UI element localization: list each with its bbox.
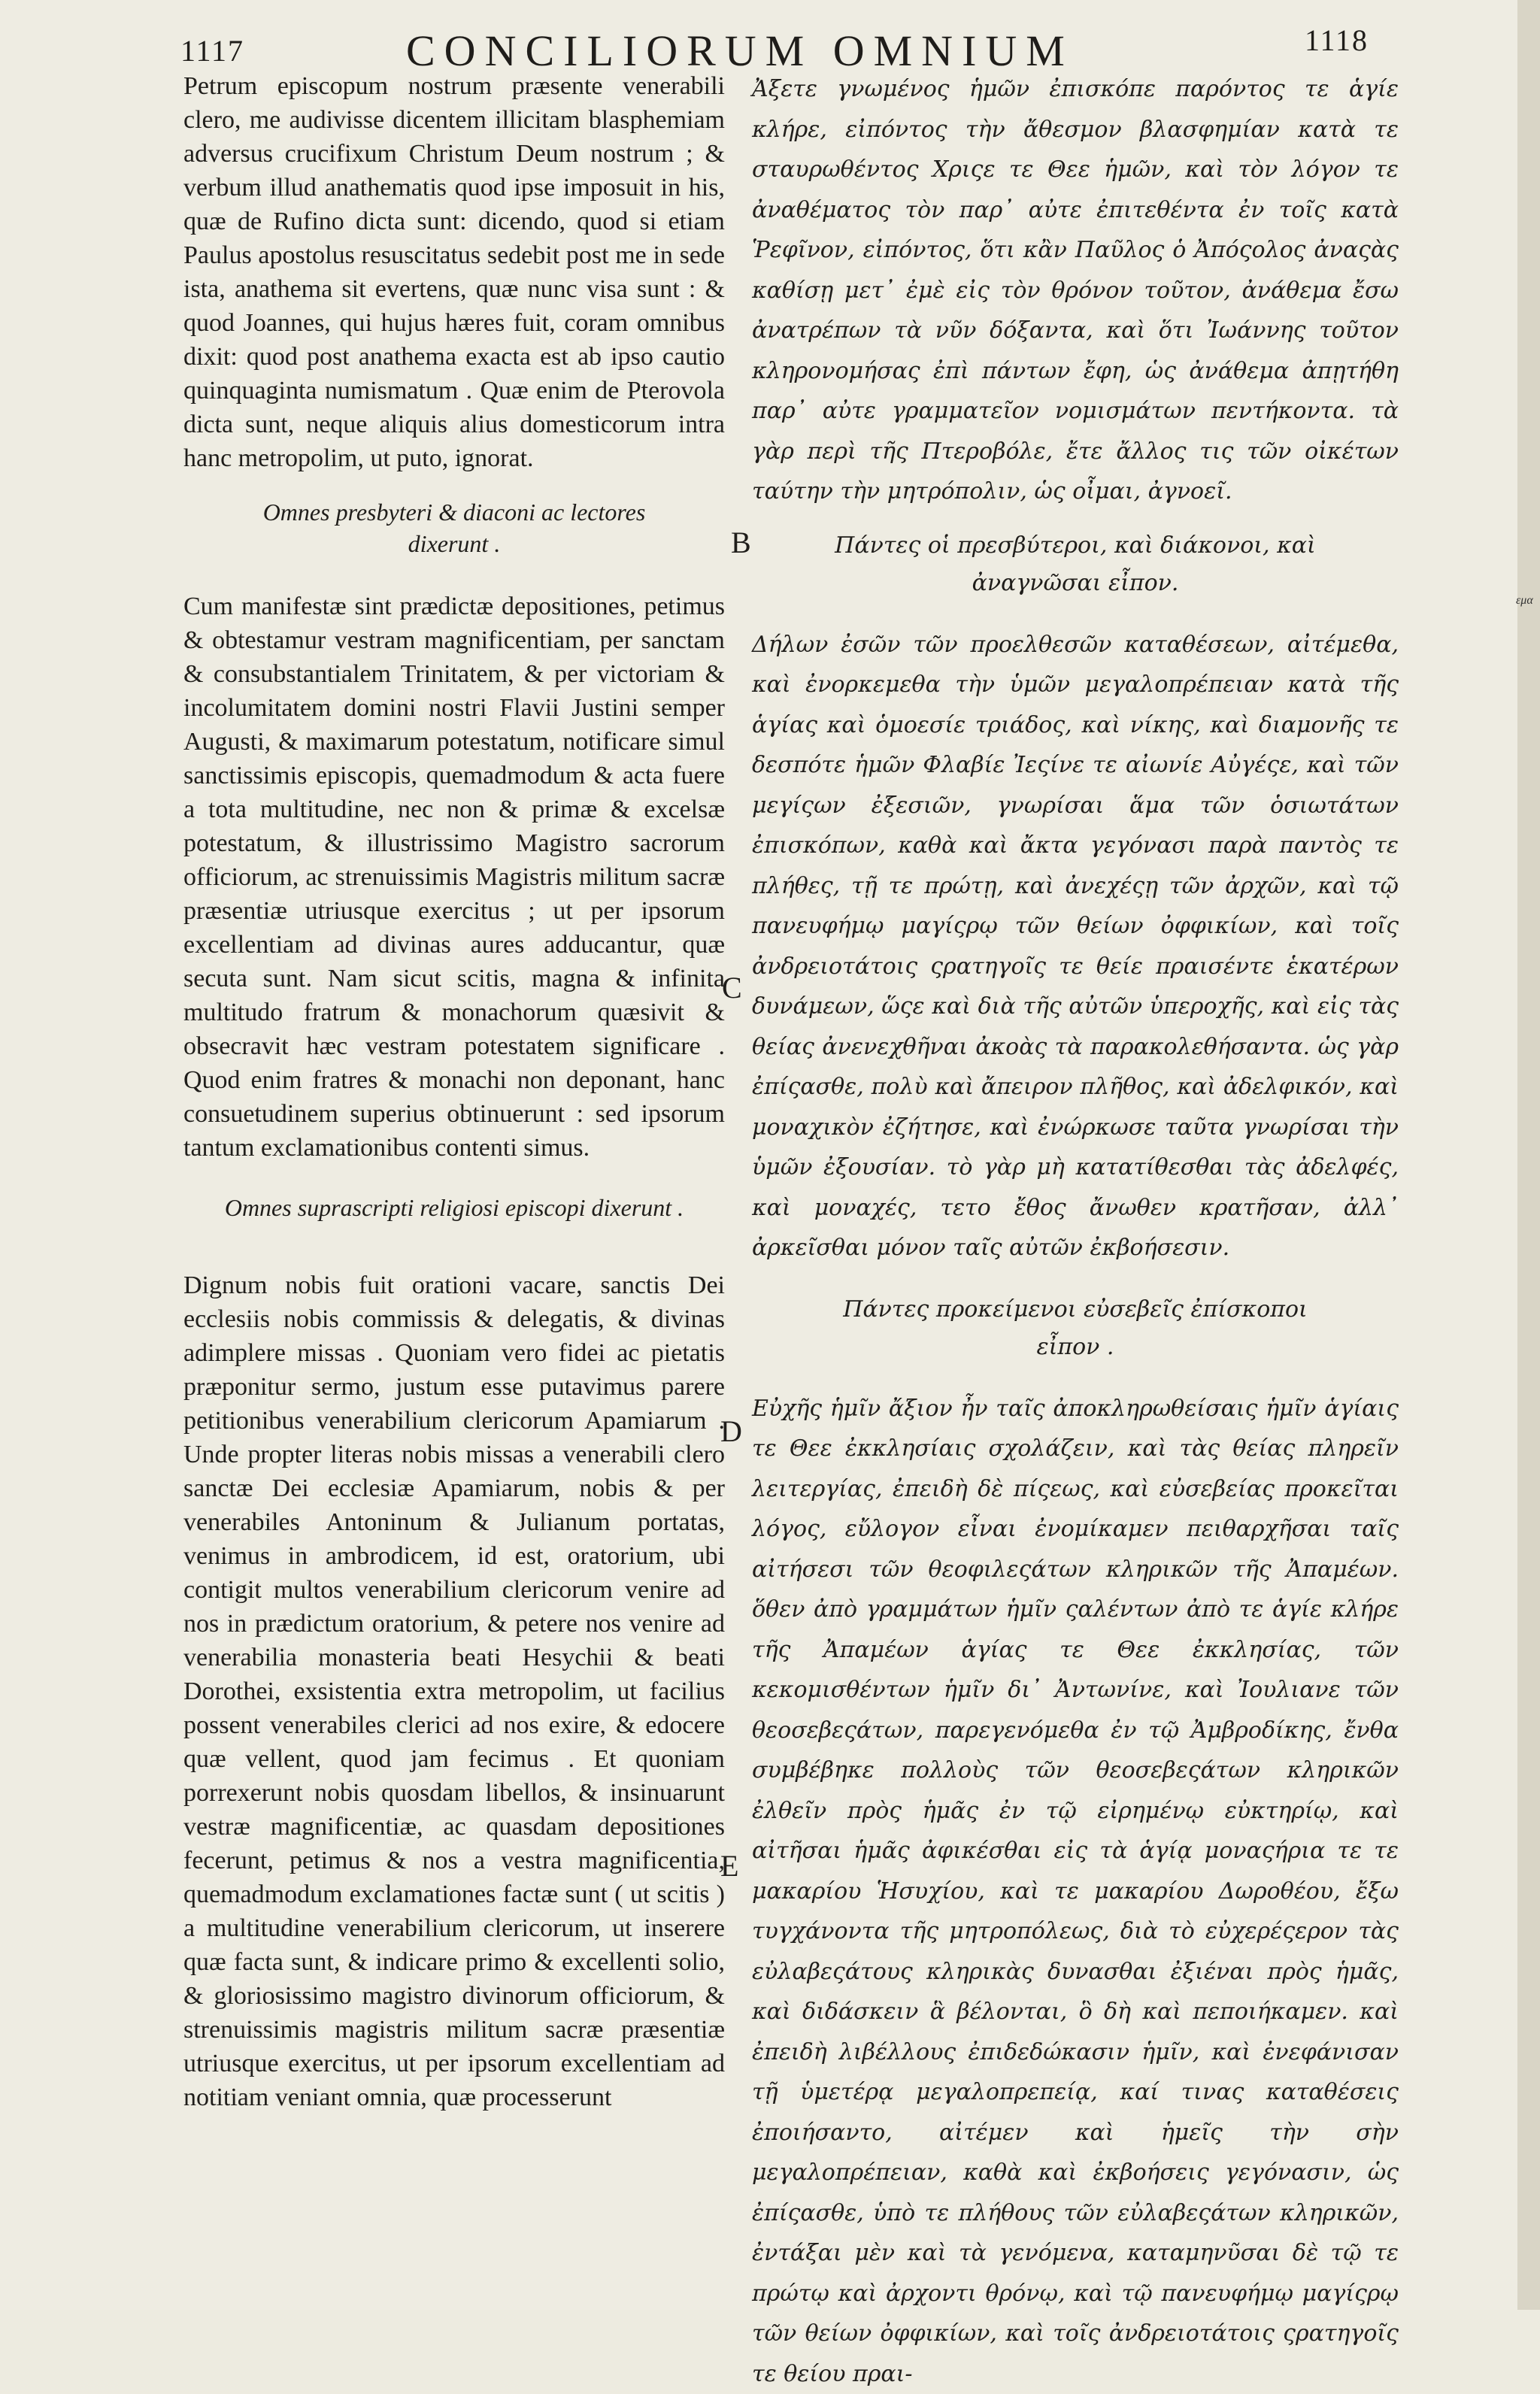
side-margin-note: εμα bbox=[1516, 594, 1533, 608]
margin-letter-d: D bbox=[720, 1414, 742, 1449]
latin-paragraph-1: Petrum episcopum nostrum præsente venerabili clero, me audivisse dicentem illicitam blasphemiam adversus crucifixum Christum Deum nostrum ; & verbum illud anathematis quod ipse imposuit in his, quæ de Rufino dicta sunt: dicendo, quod si etiam Paulus apostolus resuscitatus sedebit post me in sede ista, anathema sit evertens, quæ nunc visa sunt : & quod Joannes, qui hujus hæres fuit, coram omnibus dixit: quod post anathema exacta est ab ipso cautio quinquaginta numismatum . Quæ enim de Pterovola dicta sunt, neque aliquis alius domesticorum intra hanc metropolim, ut puto, ignorat. bbox=[183, 69, 725, 475]
margin-letter-e: E bbox=[720, 1848, 738, 1883]
latin-heading-1: Omnes presbyteri & diaconi ac lectores dixerunt . bbox=[221, 496, 687, 559]
greek-heading-1: Πάντες οἱ πρεσβύτεροι, καὶ διάκονοι, καὶ ἀναγνῶσαι εἶπον. bbox=[812, 527, 1338, 602]
greek-paragraph-2: Δήλων ἐσῶν τῶν προελθεσῶν καταθέσεων, αἰτέμεθα, καὶ ἐνορκεμεθα τὴν ὑμῶν μεγαλοπρέπειαν κατὰ τῆς ἁγίας καὶ ὁμοεσίε τριάδος, καὶ νίκης, καὶ διαμονῆς τε δεσπότε ἡμῶν Φλαβίε Ἰεςίνε τε αἰωνίε Αὐγέςε, καὶ τῶν μεγίςων ἐξεσιῶν, γνωρίσαι ἅμα τῶν ὁσιωτάτων ἐπισκόπων, καθὰ καὶ ἄκτα γεγόνασι παρὰ παντὸς τε πλήθες, τῇ τε πρώτῃ, καὶ ἀνεχέςῃ τῶν ἀρχῶν, καὶ τῷ πανευφήμῳ μαγίςρῳ τῶν θείων ὀφφικίων, καὶ τοῖς ἀνδρειοτάτοις ςρατηγοῖς τε θείε πραισέντε ἑκατέρων δυνάμεων, ὥςε καὶ διὰ τῆς αὐτῶν ὑπεροχῆς, καὶ εἰς τὰς θείας ἀνενεχθῆναι ἀκοὰς τὰ παρακολεθήσαντα. ὡς γὰρ ἐπίςασθε, πολὺ καὶ ἄπειρον πλῆθος, καὶ ἀδελφικόν, καὶ μοναχικὸν ἐζήτησε, καὶ ἐνώρκωσε ταῦτα γνωρίσαι τὴν ὑμῶν ἐξουσίαν. τὸ γὰρ μὴ κατατίθεσθαι τὰς ἀδελφές, καὶ μοναχές, τετο ἔθος ἄνωθεν κρατῆσαν, ἀλλ᾽ ἀρκεῖσθαι μόνον ταῖς αὐτῶν ἐκβοήσεσιν. bbox=[752, 625, 1399, 1268]
page-title: CONCILIORUM OMNIUM bbox=[406, 26, 1074, 76]
left-page-number: 1117 bbox=[180, 33, 244, 68]
latin-paragraph-3: Dignum nobis fuit orationi vacare, sanctis Dei ecclesiis nobis commissis & delegatis, & divinas adimplere missas . Quoniam vero fidei ac pietatis præponitur sermo, justum esse putavimus parere petitionibus venerabilium clericorum Apamiarum . Unde propter literas nobis missas a venerabili clero sanctæ Dei ecclesiæ Apamiarum, nobis & per venerabiles Antoninum & Julianum portatas, venimus in ambrodicem, id est, oratorium, ubi contigit multos venerabilium clericorum venire ad nos in prædictum oratorium, & petere nos venire ad venerabilia monasteria beati Hesychii & beati Dorothei, exsistentia extra metropolim, ut facilius possent venerabiles clerici ad nos exire, & edocere quæ vellent, quod jam fecimus . Et quoniam porrexerunt nobis quosdam libellos, & insinuarunt vestræ magnificentiæ, ac quasdam depositiones fecerunt, petimus & nos a vestra magnificentia, quemadmodum exclamationes factæ sunt ( ut scitis ) a multitudine venerabilium clericorum, ut inserere quæ facta sunt, & indicare primo & excellenti solio, & gloriosissimo magistro divinorum officiorum, & strenuissimis magistris militum sacræ præsentiæ utriusque exercitus, ut per ipsorum excellentiam ad notitiam veniant omnia, quæ processerunt bbox=[183, 1268, 725, 2114]
page-edge bbox=[1517, 0, 1540, 2310]
greek-paragraph-1: Ἀξετε γνωμένος ἡμῶν ἐπισκόπε παρόντος τε ἁγίε κλήρε, εἰπόντος τὴν ἄθεσμον βλασφημίαν κατὰ τε σταυρωθέντος Χριςε τε Θεε ἡμῶν, καὶ τὸν λόγον τε ἀναθέματος τὸν παρ᾽ αὐτε ἐπιτεθέντα ἐν τοῖς κατὰ Ῥεφῖνον, εἰπόντος, ὅτι κἂν Παῦλος ὁ Ἀπόςολος ἀναςὰς καθίσῃ μετ᾽ ἐμὲ εἰς τὸν θρόνον τοῦτον, ἀνάθεμα ἔσω ἀνατρέπων τὰ νῦν δόξαντα, καὶ ὅτι Ἰωάννης τοῦτον κληρονομήσας ἐπὶ πάντων ἔφη, ὡς ἀνάθεμα ἀπῃτήθη παρ᾽ αὐτε γραμματεῖον νομισμάτων πεντήκοντα. τὰ γὰρ περὶ τῆς Πτεροβόλε, ἔτε ἄλλος τις τῶν οἰκέτων ταύτην τὴν μητρόπολιν, ὡς οἶμαι, ἀγνοεῖ. bbox=[752, 69, 1399, 512]
greek-heading-2: Πάντες προκείμενοι εὐσεβεῖς ἐπίσκοποι εἶπον . bbox=[812, 1291, 1338, 1366]
margin-letter-c: C bbox=[722, 970, 742, 1005]
latin-paragraph-2: Cum manifestæ sint prædictæ depositiones, petimus & obtestamur vestram magnificentiam, per sanctam & consubstantialem Trinitatem, & per victoriam & incolumitatem domini nostri Flavii Justini semper Augusti, & maximarum potestatum, notificare simul sanctissimis episcopis, quemadmodum & acta fuere a tota multitudine, nec non & primæ & excelsæ potestatum, & illustrissimo Magistro sacrorum officiorum, ac strenuissimis Magistris militum sacræ præsentiæ utriusque exercitus ; ut per ipsorum excellentiam ad divinas aures adducantur, quæ secuta sunt. Nam sicut scitis, magna & infinita multitudo fratrum & monachorum quæsivit & obsecravit hæc vestram potestatem significare . Quod enim fratres & monachi non deponant, hanc consuetudinem superius obtinuerunt : sed ipsorum tantum exclamationibus contenti simus. bbox=[183, 589, 725, 1165]
right-page-number: 1118 bbox=[1305, 23, 1369, 58]
latin-column bbox=[183, 69, 725, 2114]
margin-letter-b: B bbox=[731, 525, 751, 560]
greek-paragraph-3: Εὐχῆς ἡμῖν ἄξιον ἦν ταῖς ἀποκληρωθείσαις ἡμῖν ἁγίαις τε Θεε ἐκκλησίαις σχολάζειν, καὶ τὰς θείας πληρεῖν λειτεργίας, ἐπειδὴ δὲ πίςεως, καὶ εὐσεβείας προκεῖται λόγος, εὔλογον εἶναι ἐνομίκαμεν πειθαρχῆσαι ταῖς αἰτήσεσι τῶν θεοφιλεςάτων κληρικῶν τῆς Ἀπαμέων. ὅθεν ἀπὸ γραμμάτων ἡμῖν ςαλέντων ἀπὸ τε ἁγίε κλήρε τῆς Ἀπαμέων ἁγίας τε Θεε ἐκκλησίας, τῶν κεκομισθέντων ἡμῖν δι᾽ Ἀντωνίνε, καὶ Ἰουλιανε τῶν θεοσεβεςάτων, παρεγενόμεθα ἐν τῷ Ἀμβροδίκης, ἔνθα συμβέβηκε πολλοὺς τῶν θεοσεβεςάτων κληρικῶν ἐλθεῖν πρὸς ἡμᾶς ἐν τῷ εἰρημένῳ εὐκτηρίῳ, καὶ αἰτῆσαι ἡμᾶς ἀφικέσθαι εἰς τὰ ἁγίᾳ μοναςήρια τε τε μακαρίου Ἡσυχίου, καὶ τε μακαρίου Δωροθέου, ἔξω τυγχάνοντα τῆς μητροπόλεως, διὰ τὸ εὐχερέςερον τὰς εὐλαβεςάτους κληρικὰς δυνασθαι ἐξιέναι πρὸς ἡμᾶς, καὶ διδάσκειν ἃ βέλονται, ὃ δὴ καὶ πεποιήκαμεν. καὶ ἐπειδὴ λιβέλλους ἐπιδεδώκασιν ἡμῖν, καὶ ἐνεφάνισαν τῇ ὑμετέρᾳ μεγαλοπρεπείᾳ, καί τινας καταθέσεις ἐποιήσαντο, αἰτέμεν καὶ ἡμεῖς τὴν σὴν μεγαλοπρέπειαν, καθὰ καὶ ἐκβοήσεις γεγόνασιν, ὡς ἐπίςασθε, ὑπὸ τε πλήθους τῶν εὐλαβεςάτων κληρικῶν, ἐντάξαι μὲν καὶ τὰ γενόμενα, καταμηνῦσαι δὲ τῷ τε πρώτῳ καὶ ἀρχοντι θρόνῳ, καὶ τῷ πανευφήμῳ μαγίςρῳ τῶν θείων ὀφφικίων, καὶ τοῖς ἀνδρειοτάτοις ςρατηγοῖς τε θείου πραι- bbox=[752, 1389, 1399, 2394]
latin-heading-2: Omnes suprascripti religiosi episcopi dixerunt . bbox=[221, 1192, 687, 1223]
greek-column bbox=[752, 69, 1399, 2394]
